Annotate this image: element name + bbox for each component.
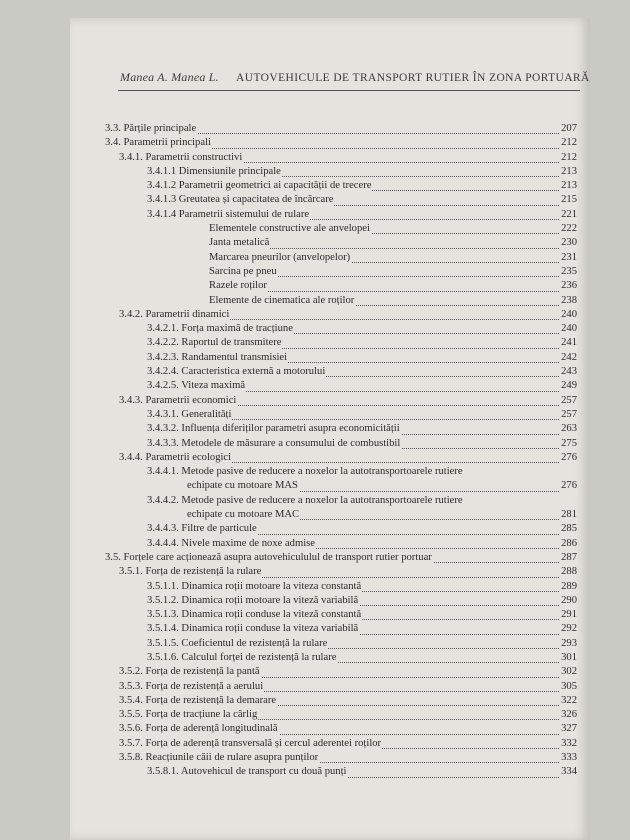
toc-entry-page: 333	[560, 751, 577, 765]
toc-entry-label: Janta metalică	[209, 236, 270, 250]
toc-entry-label: 3.4.2.5. Viteza maximă	[147, 379, 246, 393]
toc-entry-page: 275	[560, 437, 577, 451]
toc-entry-page: 289	[560, 580, 577, 594]
toc-entry-page: 243	[560, 365, 577, 379]
toc-entry-label: 3.4.3.3. Metodele de măsurare a consumului de combustibil	[147, 437, 401, 451]
toc-entry-label: 3.5.4. Forța de rezistență la demarare	[119, 694, 277, 708]
toc-entry-label: 3.4.4.2. Metode pasive de reducere a noxelor la autotransportoarele rutiere	[147, 494, 463, 506]
toc-entry-label: 3.4.2.4. Caracteristica externă a motorului	[147, 365, 326, 379]
header-rule	[118, 90, 580, 91]
toc-entry-label: 3.3. Părțile principale	[105, 122, 197, 136]
toc-entry-label: echipate cu motoare MAS	[187, 479, 299, 493]
header-authors: Manea A. Manea L.	[120, 70, 219, 84]
toc-entry-page: 221	[560, 208, 577, 222]
toc-entry-page: 215	[560, 193, 577, 207]
toc-entry-label: 3.5.5. Forța de tracțiune la cârlig	[119, 708, 258, 722]
toc-entry-page: 263	[560, 422, 577, 436]
toc-entry-page: 249	[560, 379, 577, 393]
toc-entry-page: 326	[560, 708, 577, 722]
toc-entry-page: 301	[560, 651, 577, 665]
toc-entry-page: 327	[560, 722, 577, 736]
toc-entry	[105, 479, 577, 493]
toc-entry-label: 3.4.4.1. Metode pasive de reducere a noxelor la autotransportoarele rutiere	[147, 466, 463, 478]
toc-entry-page: 212	[560, 136, 577, 150]
table-of-contents	[105, 122, 577, 780]
toc-entry-label: 3.5.1.5. Coeficientul de rezistență la rulare	[147, 637, 328, 651]
toc-entry-page: 287	[560, 551, 577, 565]
toc-entry-label: 3.4.4. Parametrii ecologici	[119, 451, 232, 465]
toc-entry-label: 3.4.4.4. Nivele maxime de noxe admise	[147, 537, 316, 551]
toc-entry-label: 3.5.1.1. Dinamica roții motoare la viteza constantă	[147, 580, 362, 594]
toc-entry-label: 3.5.6. Forța de aderență longitudinală	[119, 722, 279, 736]
toc-entry-page: 302	[560, 665, 577, 679]
toc-entry-label: 3.4.1.3 Greutatea și capacitatea de încărcare	[147, 193, 334, 207]
toc-entry-label: Elemente de cinematica ale roților	[209, 294, 355, 308]
toc-entry-label: 3.4.2.3. Randamentul transmisiei	[147, 351, 288, 365]
toc-entry-page: 212	[560, 151, 577, 165]
toc-entry-page: 332	[560, 737, 577, 751]
toc-entry-page: 213	[560, 179, 577, 193]
toc-entry-label: 3.5.8. Reacțiunile căii de rulare asupra punților	[119, 751, 319, 765]
running-header	[120, 70, 590, 85]
toc-entry-label: 3.4.3.1. Generalități	[147, 408, 232, 422]
toc-entry-page: 257	[560, 408, 577, 422]
toc-entry-label: 3.5. Forțele care acționează asupra autovehicululul de transport rutier portuar	[105, 551, 433, 565]
toc-entry-page: 285	[560, 522, 577, 536]
toc-entry-label: 3.5.1.6. Calculul forței de rezistență la rulare	[147, 651, 337, 665]
toc-entry-label: 3.4.1. Parametrii constructivi	[119, 151, 243, 165]
toc-entry-label: 3.5.1. Forța de rezistență la rulare	[119, 565, 262, 579]
toc-entry-page: 305	[560, 680, 577, 694]
toc-entry-label: 3.4.3. Parametrii economici	[119, 394, 237, 408]
toc-entry-label: 3.4.2. Parametrii dinamici	[119, 308, 230, 322]
toc-entry	[105, 451, 577, 465]
toc-entry-label: 3.5.8.1. Autovehicul de transport cu două punți	[147, 765, 347, 779]
toc-entry-page: 213	[560, 165, 577, 179]
toc-entry-label: Marcarea pneurilor (anvelopelor)	[209, 251, 351, 265]
toc-entry-label: 3.5.7. Forța de aderență transversală și cercul aderentei roților	[119, 737, 382, 751]
toc-entry-page: 240	[560, 322, 577, 336]
toc-entry-label: Sarcina pe pneu	[209, 265, 278, 279]
toc-entry-page: 293	[560, 637, 577, 651]
toc-entry-label: 3.4.1.4 Parametrii sistemului de rulare	[147, 208, 310, 222]
toc-entry-page: 322	[560, 694, 577, 708]
toc-entry-page: 288	[560, 565, 577, 579]
toc-entry-label: 3.5.1.2. Dinamica roții motoare la viteză variabilă	[147, 594, 359, 608]
toc-entry-label: 3.4. Parametrii principali	[105, 136, 212, 150]
toc-entry-page: 257	[560, 394, 577, 408]
toc-entry-label: 3.5.1.3. Dinamica roții conduse la viteză constantă	[147, 608, 362, 622]
toc-entry-page: 207	[560, 122, 577, 136]
header-title: AUTOVEHICULE DE TRANSPORT RUTIER ÎN ZONA PORTUARĂ	[236, 72, 590, 84]
toc-entry-label: 3.4.1.1 Dimensiunile principale	[147, 165, 282, 179]
toc-entry-label: 3.5.1.4. Dinamica roții conduse la viteza variabilă	[147, 622, 359, 636]
toc-entry-page: 240	[560, 308, 577, 322]
toc-entry-label: 3.4.2.1. Forța maximă de tracțiune	[147, 322, 294, 336]
toc-entry-label: 3.5.2. Forța de rezistență la pantă	[119, 665, 261, 679]
toc-entry-label: Elementele constructive ale anvelopei	[209, 222, 371, 236]
toc-entry-page: 236	[560, 279, 577, 293]
toc-entry-page: 231	[560, 251, 577, 265]
toc-entry-label: Razele roților	[209, 279, 268, 293]
toc-entry-page: 281	[560, 508, 577, 522]
toc-entry-label: echipate cu motoare MAC	[187, 508, 300, 522]
toc-entry-page: 276	[560, 451, 577, 465]
toc-entry-page: 286	[560, 537, 577, 551]
toc-entry-label: 3.4.2.2. Raportul de transmitere	[147, 336, 282, 350]
toc-entry-page: 242	[560, 351, 577, 365]
toc-entry-page: 292	[560, 622, 577, 636]
toc-entry-page: 334	[560, 765, 577, 779]
toc-entry	[105, 765, 577, 779]
toc-entry-page: 230	[560, 236, 577, 250]
toc-entry-page: 291	[560, 608, 577, 622]
toc-entry-page: 222	[560, 222, 577, 236]
toc-entry-page: 235	[560, 265, 577, 279]
toc-entry-label: 3.4.3.2. Influența diferiților parametri asupra economicității	[147, 422, 401, 436]
toc-entry-label: 3.5.3. Forța de rezistență a aerului	[119, 680, 264, 694]
toc-entry-page: 241	[560, 336, 577, 350]
toc-entry-label: 3.4.1.2 Parametrii geometrici ai capacității de trecere	[147, 179, 372, 193]
book-page	[70, 18, 590, 840]
toc-entry-page: 238	[560, 294, 577, 308]
toc-entry-page: 290	[560, 594, 577, 608]
toc-entry-label: 3.4.4.3. Filtre de particule	[147, 522, 258, 536]
toc-entry-page: 276	[560, 479, 577, 493]
